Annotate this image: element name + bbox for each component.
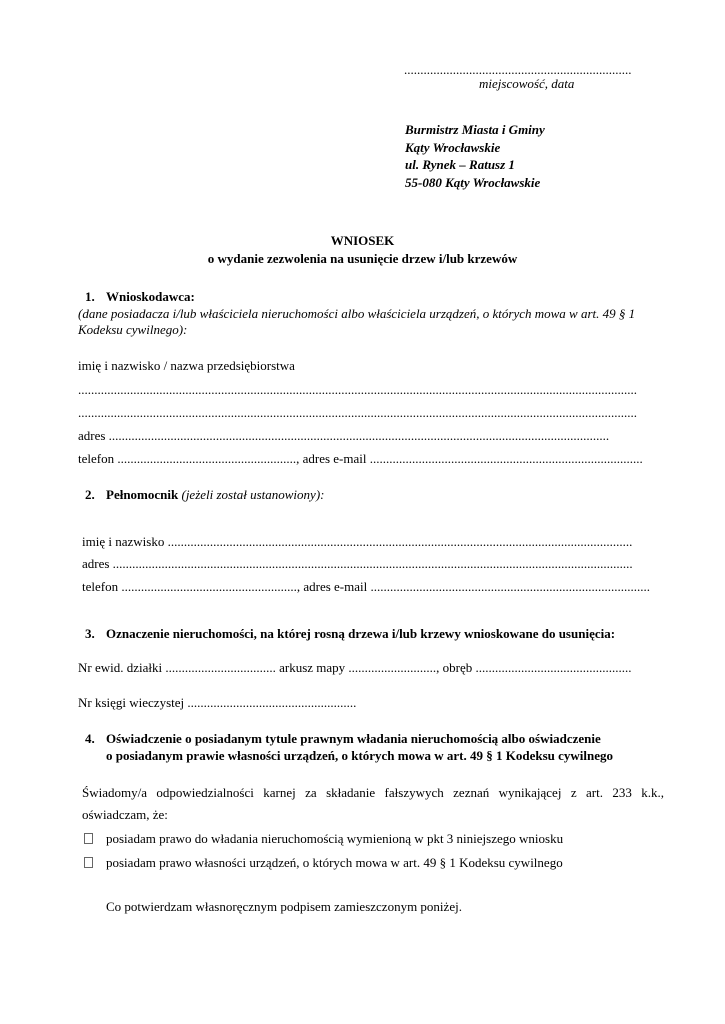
applicant-name-label: imię i nazwisko / nazwa przedsiębiorstwa (78, 358, 295, 373)
land-register-field[interactable]: Nr księgi wieczystej .................................................... (78, 695, 357, 710)
recipient-line-1: Burmistrz Miasta i Gminy (405, 122, 545, 137)
option1-checkbox[interactable] (84, 831, 93, 847)
statement-line2: oświadczam, że: (82, 807, 168, 822)
section4-heading-line2: o posiadanym prawie własności urządzeń, o których mowa w art. 49 § 1 Kodeksu cywilnego (106, 748, 614, 763)
section4-number: 4. (85, 731, 95, 746)
proxy-phone-email-field[interactable]: telefon ......................................................, adres e-mail ...................................................................................... (82, 579, 650, 594)
section3-number: 3. (85, 626, 95, 641)
place-date-label: miejscowość, data (479, 76, 575, 91)
recipient-line-3: ul. Rynek – Ratusz 1 (405, 157, 515, 172)
document-title: WNIOSEK (330, 233, 395, 248)
recipient-line-2: Kąty Wrocławskie (405, 140, 501, 155)
proxy-address-field[interactable]: adres ................................................................................................................................................................ (82, 556, 633, 571)
recipient-line-4: 55-080 Kąty Wrocławskie (405, 175, 541, 190)
applicant-name-field-1[interactable]: ............................................................................................................................................................................ (78, 382, 637, 397)
section4-heading-line1: Oświadczenie o posiadanym tytule prawnym władania nieruchomością albo oświadczenie (106, 731, 601, 746)
place-date-dotted-line[interactable]: ...................................................................... (404, 62, 632, 77)
section1-number: 1. (85, 289, 95, 304)
section2-heading-note: (jeżeli został ustanowiony): (181, 487, 325, 502)
section2-heading-line (106, 487, 324, 503)
section1-note-line1: (dane posiadacza i/lub właściciela nieruchomości albo właściciela urządzeń, o których mowa w art. 49 § 1 (78, 306, 636, 321)
proxy-name-field[interactable]: imię i nazwisko ............................................................................................................................................... (82, 534, 633, 549)
applicant-address-field[interactable]: adres .......................................................................................................................................................... (78, 428, 610, 443)
option2-checkbox[interactable] (84, 855, 93, 871)
option1-label: posiadam prawo do władania nieruchomością wymienioną w pkt 3 niniejszego wniosku (106, 831, 564, 846)
parcel-details-field[interactable]: Nr ewid. działki .................................. arkusz mapy ..........................., obręb ................................................ (78, 660, 632, 675)
option2-label: posiadam prawo własności urządzeń, o których mowa w art. 49 § 1 Kodeksu cywilnego (106, 855, 563, 870)
applicant-name-field-2[interactable]: ............................................................................................................................................................................ (78, 405, 637, 420)
section2-number: 2. (85, 487, 95, 502)
section1-heading: Wnioskodawca: (106, 289, 195, 304)
section3-heading: Oznaczenie nieruchomości, na której rosną drzewa i/lub krzewy wnioskowane do usunięcia: (106, 626, 616, 641)
applicant-phone-email-field[interactable]: telefon ......................................................., adres e-mail .................................................................................... (78, 451, 643, 466)
confirmation-text: Co potwierdzam własnoręcznym podpisem zamieszczonym poniżej. (106, 899, 462, 914)
statement-line1: Świadomy/a odpowiedzialności karnej za składanie fałszywych zeznań wynikającej z art. 233 k.k., (82, 785, 664, 800)
document-subtitle: o wydanie zezwolenia na usunięcie drzew i/lub krzewów (207, 251, 518, 266)
section2-heading: Pełnomocnik (106, 487, 179, 502)
section1-note-line2: Kodeksu cywilnego): (78, 322, 188, 337)
